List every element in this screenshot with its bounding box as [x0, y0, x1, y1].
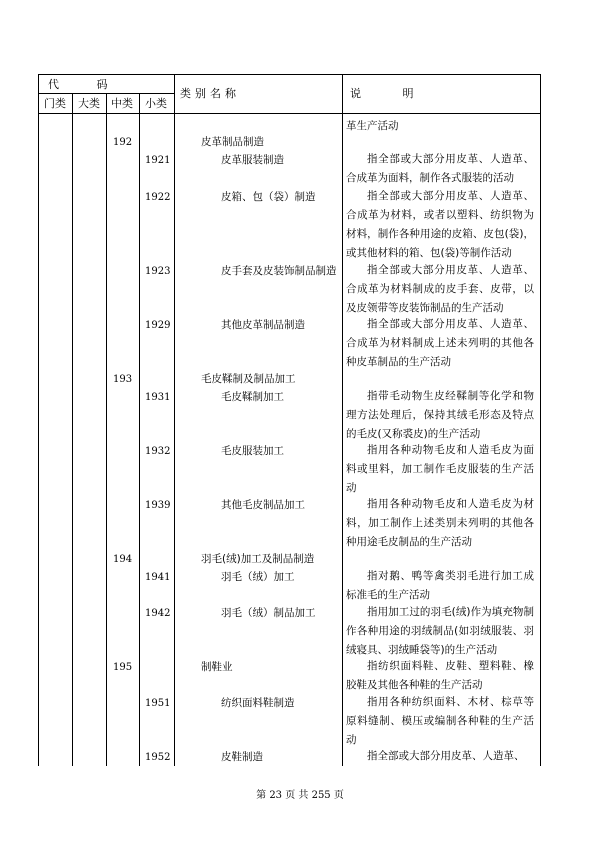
desc-1921: 指全部或大部分用皮革、人造革、合成革为面料，制作各式服装的活动: [346, 153, 534, 184]
name-1939: 其他毛皮制品加工: [221, 499, 305, 511]
name-1952: 皮鞋制造: [221, 751, 263, 763]
desc-195: 指纺织面料鞋、皮鞋、塑料鞋、橡胶鞋及其他各种鞋的生产活动: [346, 660, 534, 691]
name-1941: 羽毛（绒）加工: [221, 571, 295, 583]
header-code: 代 码: [48, 78, 108, 91]
name-1921: 皮革服装制造: [221, 154, 284, 166]
name-1932: 毛皮服装加工: [221, 445, 284, 457]
code-zhong-194: 194: [113, 554, 133, 565]
desc-1923: 指全部或大部分用皮革、人造革、合成革为材料制成的皮手套、皮带，以及皮领带等皮装饰制品的生产活动: [346, 264, 534, 314]
code-xiao-1929: 1929: [145, 320, 171, 331]
code-xiao-1939: 1939: [145, 500, 171, 511]
header-col-desc: 说 明: [350, 87, 414, 100]
code-xiao-1922: 1922: [145, 192, 171, 203]
code-xiao-1932: 1932: [145, 446, 171, 457]
name-194: 羽毛(绒)加工及制品制造: [201, 553, 315, 565]
name-192: 皮革制品制造: [201, 136, 264, 148]
name-1923: 皮手套及皮装饰制品制造: [221, 265, 337, 277]
name-1951: 纺织面料鞋制造: [221, 697, 295, 709]
name-193: 毛皮鞣制及制品加工: [201, 373, 296, 385]
desc-1922: 指全部或大部分用皮革、人造革、合成革为材料，或者以塑料、纺织物为材料，制作各种用途的皮箱、皮包(袋)，或其他材料的箱、包(袋)等制作活动: [346, 190, 534, 259]
code-xiao-1923: 1923: [145, 266, 171, 277]
code-zhong-192: 192: [113, 137, 133, 148]
desc-continued: 革生产活动: [346, 120, 399, 132]
desc-1939: 指用各种动物毛皮和人造毛皮为材料，加工制作上述类别未列明的其他各种用途毛皮制品的生产活动: [346, 498, 534, 548]
table-right-border: [540, 74, 541, 766]
desc-1932: 指用各种动物毛皮和人造毛皮为面料或里料，加工制作毛皮服装的生产活动: [346, 444, 534, 494]
header-bottom-border: [38, 113, 540, 114]
col-divider-5: [342, 74, 343, 766]
table-top-border: [38, 74, 540, 75]
table-left-border: [38, 74, 39, 766]
header-col-xiao: 小类: [145, 97, 167, 110]
desc-1952: 指全部或大部分用皮革、人造革、: [367, 750, 525, 762]
code-xiao-1951: 1951: [145, 698, 171, 709]
name-1931: 毛皮鞣制加工: [221, 391, 284, 403]
name-1929: 其他皮革制品制造: [221, 319, 305, 331]
desc-1931: 指带毛动物生皮经鞣制等化学和物理方法处理后，保持其绒毛形态及特点的毛皮(又称裘皮)的生产活动: [346, 390, 534, 440]
col-divider-4: [174, 74, 175, 766]
header-col-men: 门类: [44, 97, 66, 110]
header-col-zhong: 中类: [111, 97, 133, 110]
desc-1941: 指对鹅、鸭等禽类羽毛进行加工成标准毛的生产活动: [346, 570, 534, 601]
desc-1929: 指全部或大部分用皮革、人造革、合成革为材料制成上述未列明的其他各种皮革制品的生产活动: [346, 318, 534, 368]
code-xiao-1942: 1942: [145, 608, 171, 619]
desc-1951: 指用各种纺织面料、木材、棕草等原料缝制、模压或编制各种鞋的生产活动: [346, 696, 534, 746]
col-divider-1: [72, 93, 73, 766]
code-xiao-1931: 1931: [145, 392, 171, 403]
name-195: 制鞋业: [201, 661, 233, 673]
code-xiao-1921: 1921: [145, 155, 171, 166]
desc-1942: 指用加工过的羽毛(绒)作为填充物制作各种用途的羽绒制品(如羽绒服装、羽绒寝具、羽绒睡袋等)的生产活动: [346, 606, 534, 656]
col-divider-2: [106, 93, 107, 766]
name-1942: 羽毛（绒）制品加工: [221, 607, 316, 619]
code-xiao-1952: 1952: [145, 752, 171, 763]
name-1922: 皮箱、包（袋）制造: [221, 191, 316, 203]
page-number: 第 23 页 共 255 页: [256, 790, 344, 801]
code-zhong-193: 193: [113, 374, 133, 385]
code-zhong-195: 195: [113, 662, 133, 673]
code-xiao-1941: 1941: [145, 572, 171, 583]
col-divider-3: [139, 93, 140, 766]
header-col-name: 类别名称: [180, 87, 240, 100]
header-col-da: 大类: [78, 97, 100, 110]
